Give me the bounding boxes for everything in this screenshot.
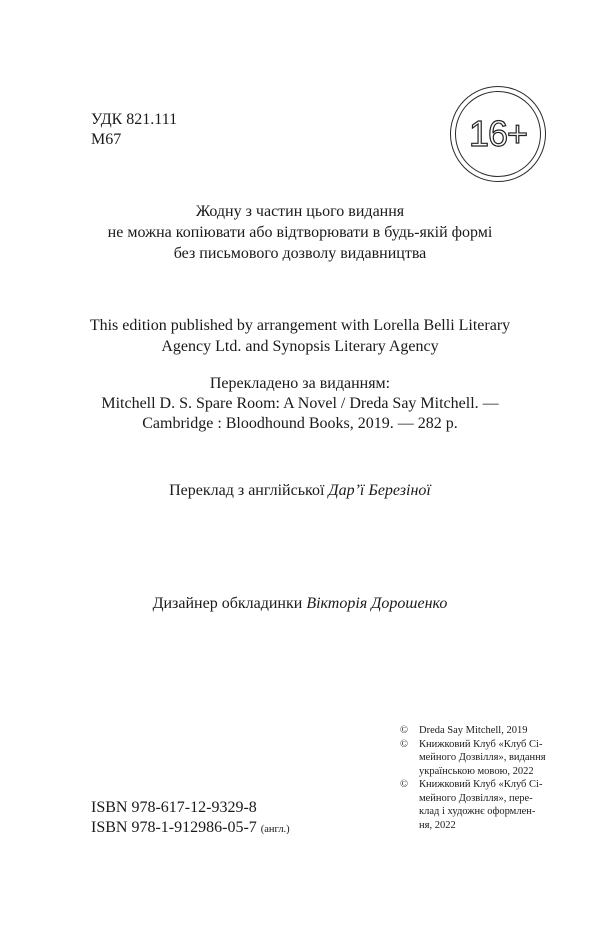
edition-line: Agency Ltd. and Synopsis Literary Agency [161,338,439,355]
original-edition-line: Cambridge : Bloodhound Books, 2019. — 282 p. [142,415,458,432]
copyright-line: мейного Дозвілля», пере- [419,792,533,804]
udk-block [91,110,177,150]
isbn-english-note: (англ.) [260,824,290,835]
age-rating-badge [450,86,546,182]
designer-name: Вікторія Дорошенко [306,595,448,612]
copyright-item [400,778,570,832]
translator-prefix: Переклад з англійської [169,482,329,499]
copyright-line: Dreda Say Mitchell, 2019 [419,725,528,736]
copyright-item [400,724,570,738]
isbn-ukrainian: ISBN 978-617-12-9329-8 [91,799,257,816]
copyright-line: мейного Дозвілля», видання [419,752,546,763]
copyright-line: клад і художнє оформлен- [419,806,536,817]
copyright-icon: © [400,738,408,750]
translator-name: Дар’ї Березіної [328,482,431,499]
isbn-block [91,798,290,840]
isbn-english: ISBN 978-1-912986-05-7 [91,819,257,836]
translator-credit [0,482,600,500]
rights-notice [0,201,600,264]
copyright-icon: © [400,725,408,736]
copyright-item [400,738,570,779]
edition-note [0,315,600,357]
copyright-line: українською мовою, 2022 [419,765,534,777]
copyright-line: Книжковий Клуб «Клуб Сі- [419,779,543,790]
copyright-block [400,724,570,832]
designer-prefix: Дизайнер обкладинки [152,595,307,612]
designer-credit [0,595,600,613]
rights-line: Жодну з частин цього видання [195,203,405,220]
original-edition-label: Перекладено за виданням: [209,375,391,392]
age-rating-label: 16+ [455,91,541,177]
copyright-icon: © [400,779,408,790]
copyright-line: ня, 2022 [419,819,456,831]
original-edition-line: Mitchell D. S. Spare Room: A Novel / Dreda Say Mitchell. — [101,395,499,412]
edition-line: This edition published by arrangement with Lorella Belli Literary [89,317,511,334]
original-edition [0,374,600,434]
isbn-english-row [91,818,290,840]
udk-code: УДК 821.111 [91,111,178,128]
rights-line: не можна копіювати або відтворювати в будь-якій формі [107,224,493,241]
copyright-line: Книжковий Клуб «Клуб Сі- [419,738,543,750]
rights-line: без письмового дозволу видавництва [173,245,427,262]
author-mark: М67 [91,131,122,148]
